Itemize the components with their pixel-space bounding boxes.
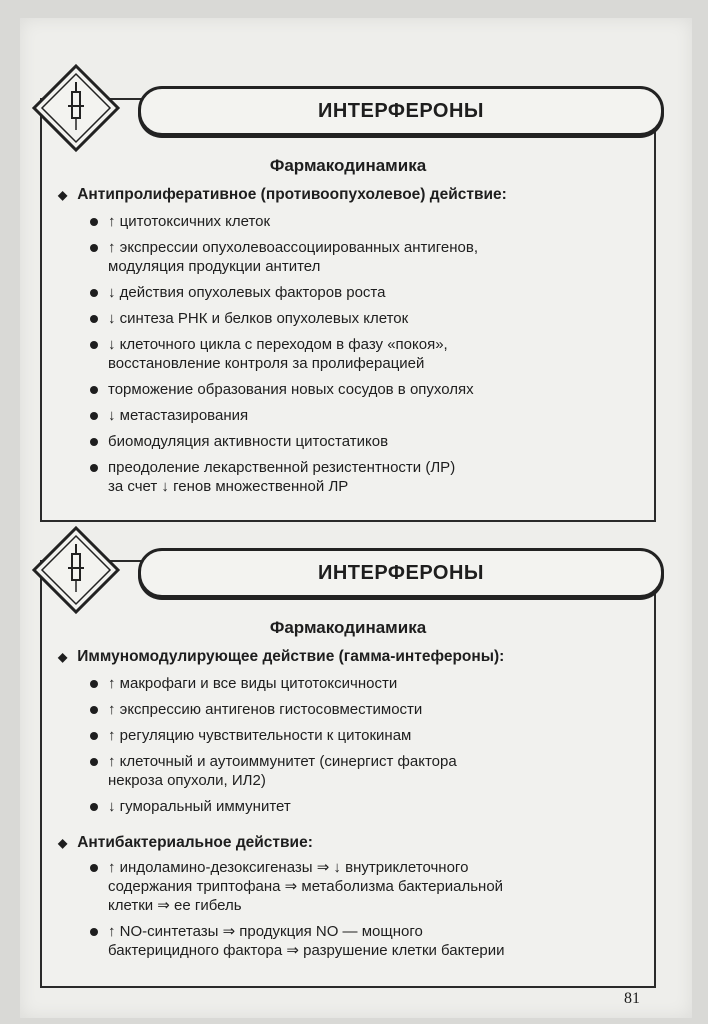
list-item: ↑ NO-синтетазы ⇒ продукция NO — мощного бактерицидного фактора ⇒ разрушение клетки бактерии xyxy=(90,922,630,960)
banner-title: ИНТЕРФЕРОНЫ xyxy=(317,99,485,122)
diamond-bullet-icon: ◆ xyxy=(58,836,68,850)
book-page xyxy=(20,18,692,1018)
section-title xyxy=(58,186,507,204)
bullet-list xyxy=(90,212,630,503)
syringe-logo-icon xyxy=(30,62,122,154)
bullet-list xyxy=(90,674,630,823)
list-item: ↑ клеточный и аутоиммунитет (синергист фактора некроза опухоли, ИЛ2) xyxy=(90,752,630,790)
list-item: преодоление лекарственной резистентности (ЛР) за счет ↓ генов множественной ЛР xyxy=(90,458,630,496)
bullet-list xyxy=(90,858,630,967)
list-item: ↓ синтеза РНК и белков опухолевых клеток xyxy=(90,309,630,328)
list-item: ↑ экспрессию антигенов гистосовместимости xyxy=(90,700,630,719)
list-item: ↑ экспрессии опухолевоассоциированных антигенов, модуляция продукции антител xyxy=(90,238,630,276)
list-item: торможение образования новых сосудов в опухолях xyxy=(90,380,630,399)
title-banner xyxy=(138,86,664,136)
subtitle: Фармакодинамика xyxy=(269,156,427,175)
page-number: 81 xyxy=(624,990,640,1007)
section-title xyxy=(58,648,504,666)
list-item: ↓ клеточного цикла с переходом в фазу «покоя», восстановление контроля за пролиферацией xyxy=(90,335,630,373)
section-title-text: Иммуномодулирующее действие (гамма-интеферoны): xyxy=(77,648,505,665)
subtitle: Фармакодинамика xyxy=(269,618,427,637)
section-title-text: Антибактериальное действие: xyxy=(77,834,313,851)
syringe-logo-icon xyxy=(30,524,122,616)
interferons-card-2 xyxy=(40,560,656,988)
list-item: ↑ индоламино-дезоксигеназы ⇒ ↓ внутриклеточного содержания триптофана ⇒ метаболизма бактериальной клетки ⇒ ее гибель xyxy=(90,858,630,915)
diamond-bullet-icon: ◆ xyxy=(58,188,68,202)
list-item: ↑ цитотоксичних клеток xyxy=(90,212,630,231)
list-item: ↓ метастазирования xyxy=(90,406,630,425)
diamond-bullet-icon: ◆ xyxy=(58,650,68,664)
interferons-card-1 xyxy=(40,98,656,522)
banner-title: ИНТЕРФЕРОНЫ xyxy=(317,561,485,584)
list-item: биомодуляция активности цитостатиков xyxy=(90,432,630,451)
list-item: ↑ регуляцию чувствительности к цитокинам xyxy=(90,726,630,745)
section-title-text: Антипролиферативное (противоопухолевое) действие: xyxy=(77,186,507,203)
list-item: ↓ действия опухолевых факторов роста xyxy=(90,283,630,302)
title-banner xyxy=(138,548,664,598)
list-item: ↑ макрофаги и все виды цитотоксичности xyxy=(90,674,630,693)
section-title xyxy=(58,834,313,852)
list-item: ↓ гуморальный иммунитет xyxy=(90,797,630,816)
